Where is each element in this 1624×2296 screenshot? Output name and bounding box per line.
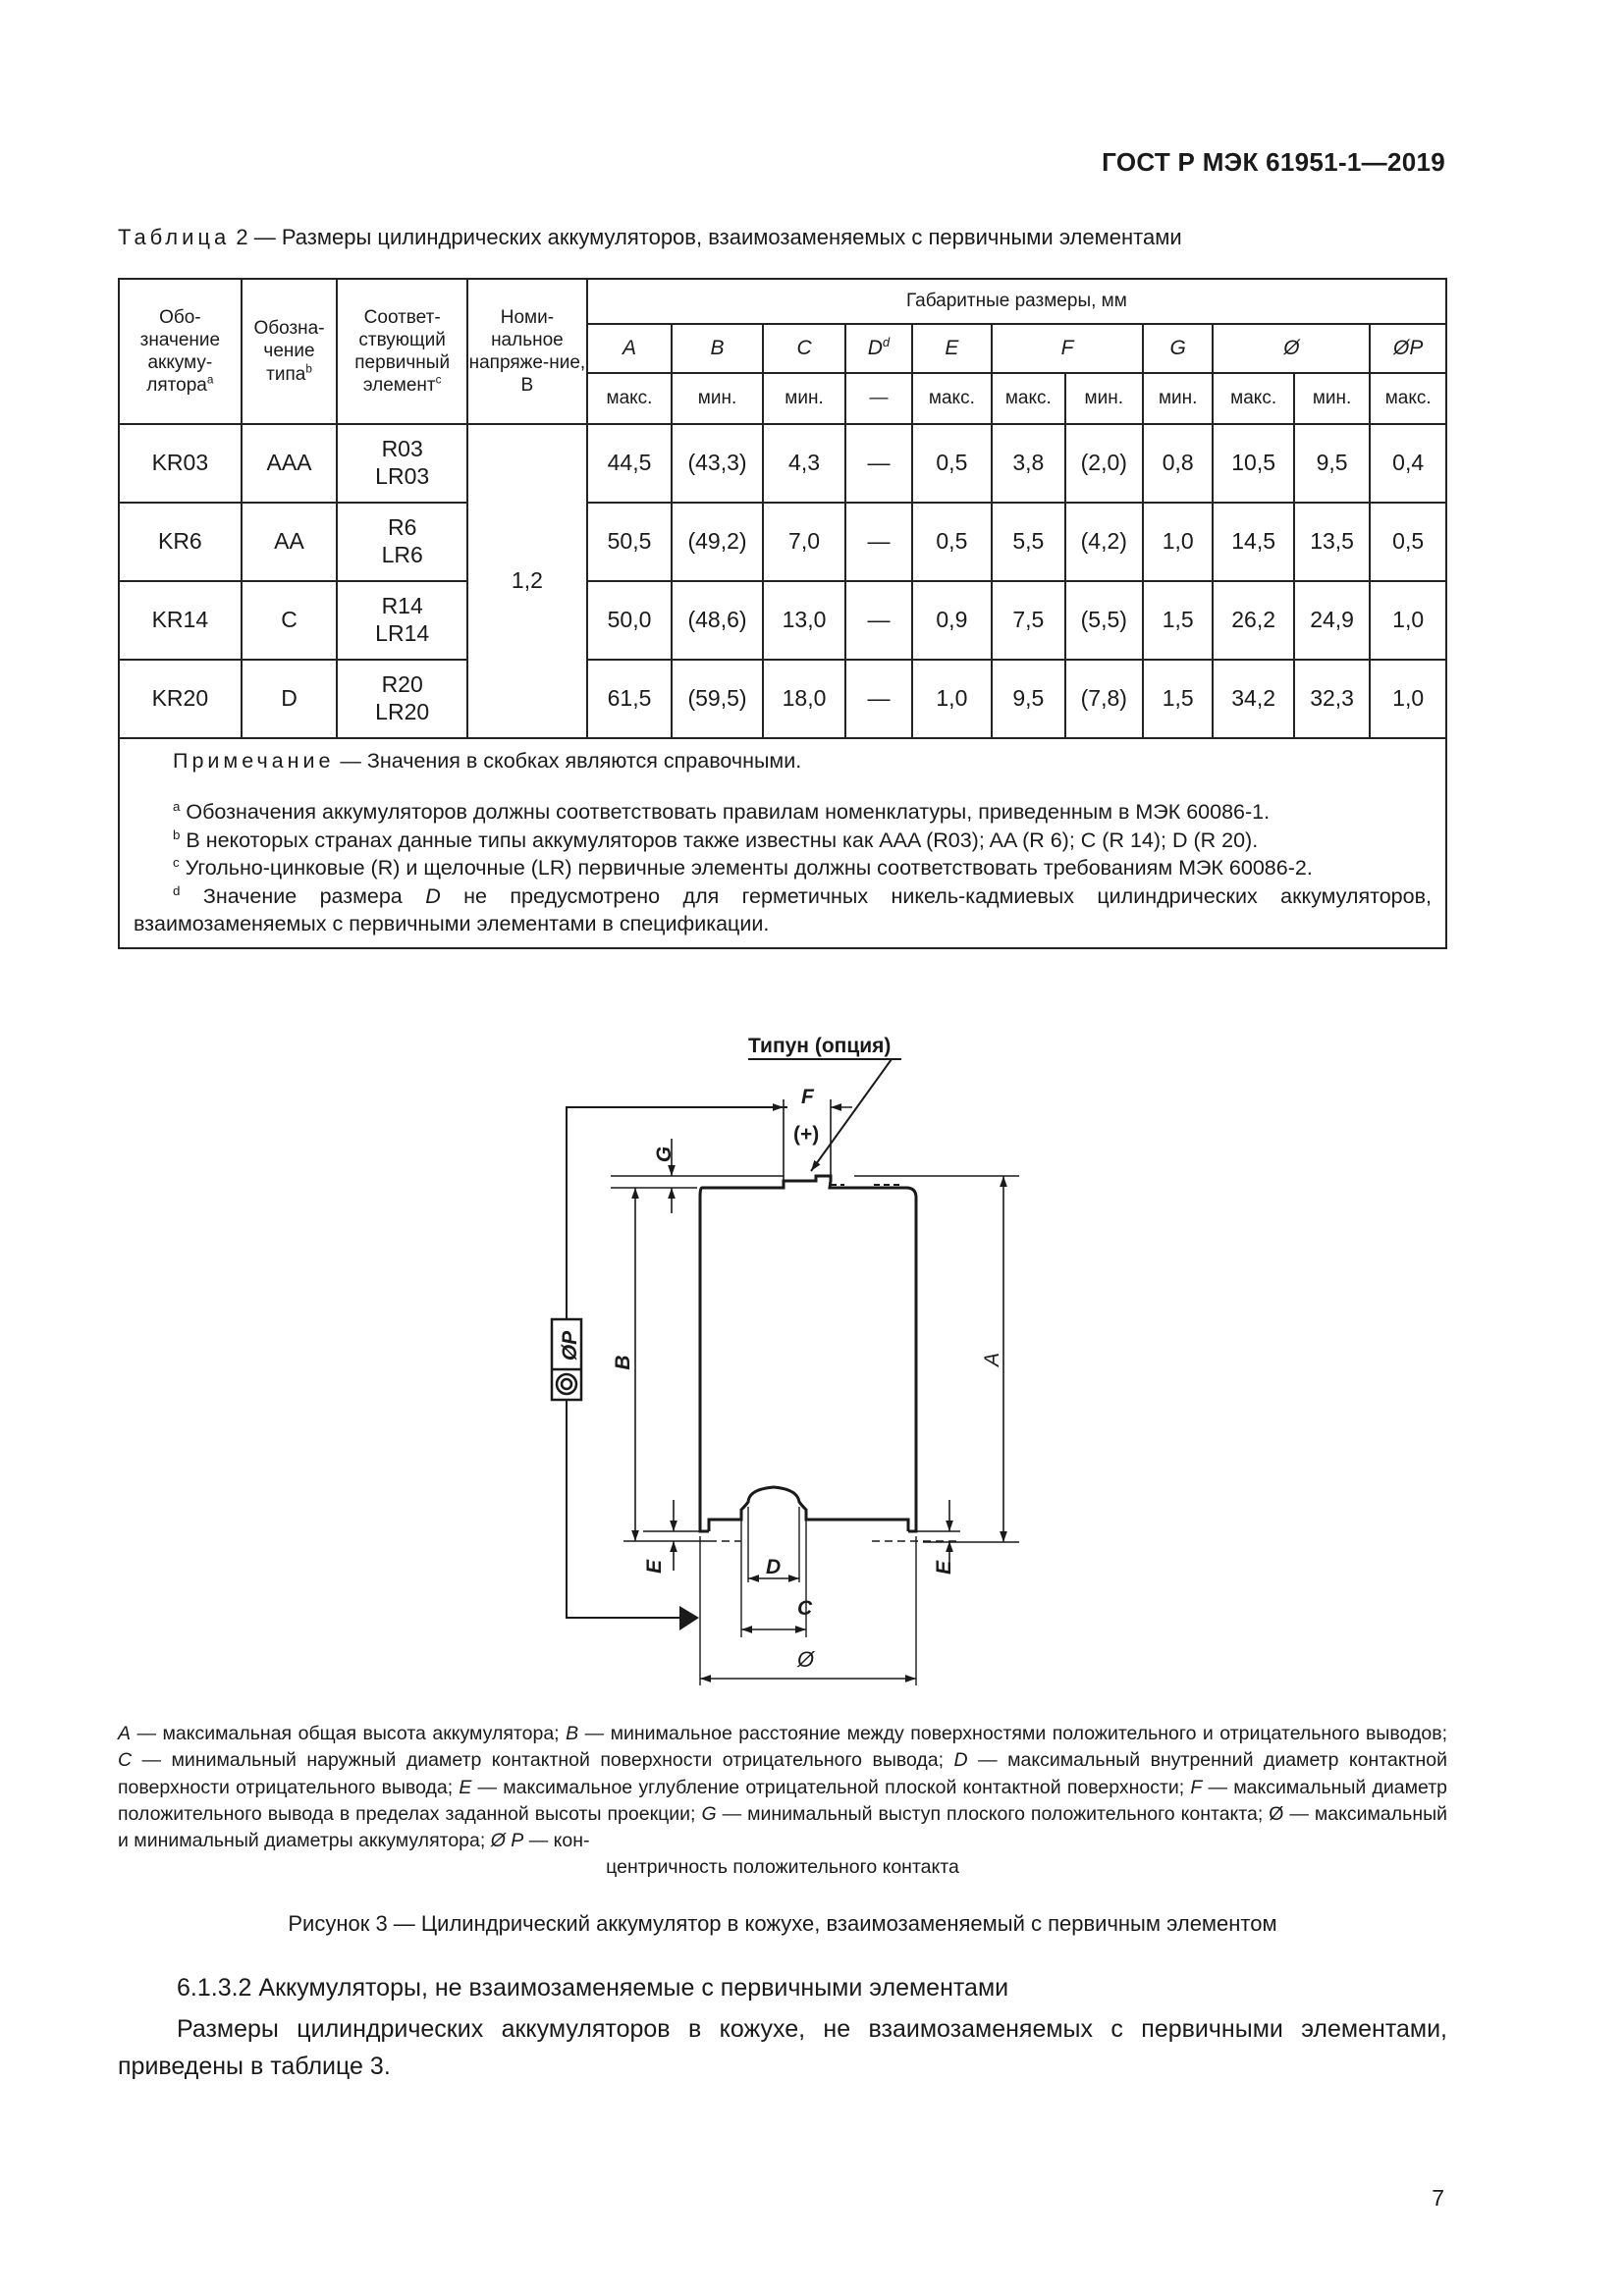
header-voltage: Номи-нальное напряже-ние, В — [467, 279, 587, 424]
cell-value: 26,2 — [1213, 581, 1293, 660]
footnote-c: $^c$ Угольно-цинковые (R) и щелочные (LR) первичные элементы должны соответствовать требованиям МЭК 60086-2. — [173, 854, 1313, 881]
dim-a: A — [587, 324, 673, 373]
limit-cell: — — [845, 373, 911, 424]
footnote-a: $^a$ Обозначения аккумуляторов должны соответствовать правилам номенклатуры, приведенным в МЭК 60086-1. — [173, 799, 1271, 825]
cell-value: 24,9 — [1294, 581, 1370, 660]
cell-value: 0,5 — [1370, 503, 1446, 581]
dim-f: F — [992, 324, 1143, 373]
limit-cell: мин. — [1065, 373, 1143, 424]
label-diameter: Ø — [797, 1647, 815, 1672]
label-c: C — [797, 1597, 813, 1620]
dim-d: $D^d$ — [845, 324, 911, 373]
label-a: A — [981, 1352, 1003, 1367]
page-number: 7 — [1432, 2185, 1444, 2211]
label-d: D — [766, 1556, 782, 1578]
table-note: Примечание — Значения в скобках являются справочными. — [173, 749, 802, 773]
cell-value: 0,5 — [912, 424, 992, 503]
cell-primary: R03 LR03 — [337, 424, 467, 503]
footnote-b: $^b$ В некоторых странах данные типы аккумуляторов также известны как AAA (R03); AA (R 6); C (R 14); D (R 20). — [173, 827, 1259, 852]
cell-value: (7,8) — [1065, 660, 1143, 738]
cell-value: 1,0 — [1143, 503, 1213, 581]
standard-header: ГОСТ Р МЭК 61951-1—2019 — [1102, 147, 1445, 177]
cell-value: 0,8 — [1143, 424, 1213, 503]
cell-value: 0,4 — [1370, 424, 1446, 503]
cell-type: D — [242, 660, 338, 738]
cell-value: 34,2 — [1213, 660, 1293, 738]
cell-value: 14,5 — [1213, 503, 1293, 581]
cell-value: 1,5 — [1143, 660, 1213, 738]
cell-value: 61,5 — [587, 660, 673, 738]
dim-g: G — [1143, 324, 1213, 373]
cell-value: — — [845, 660, 911, 738]
figure-caption: Рисунок 3 — Цилиндрический аккумулятор в кожухе, взаимозаменяемый с первичным элементом — [288, 1911, 1277, 1936]
cell-type: C — [242, 581, 338, 660]
cell-value: 3,8 — [992, 424, 1064, 503]
section-paragraph: Размеры цилиндрических аккумуляторов в кожухе, не взаимозаменяемых с первичными элементами, приведены в таблице 3. — [118, 2015, 1447, 2080]
label-b: B — [612, 1355, 634, 1370]
cell-value: 10,5 — [1213, 424, 1293, 503]
header-type: Обозна-чение типа$^b$ — [242, 279, 338, 424]
label-e-right: E — [933, 1560, 955, 1575]
cell-value: 0,5 — [912, 503, 992, 581]
callout-label: Типун (опция) — [748, 1035, 892, 1057]
label-f: F — [801, 1086, 814, 1108]
dim-e: E — [912, 324, 992, 373]
dim-op: ØP — [1370, 324, 1446, 373]
figure-legend: A — максимальная общая высота аккумулятора; B — минимальное расстояние между поверхностями положительного и отрицательного выводов; C — минимальный наружный диаметр контактной поверхности отрицательного вывода; D — максимальный внутренний диаметр контактной поверхности отрицательного вывода; E — максимальное углубление отрицательной плоской контактной поверхности; F — максимальный диаметр положительного вывода в пределах заданной высоты проекции; G — минимальный выступ плоского положительного контакта; Ø — максимальный и минимальный диаметры аккумулятора; Ø P — кон- центричность положительного контакта — [118, 1723, 1448, 1879]
limit-cell: мин. — [672, 373, 763, 424]
cell-type: AAA — [242, 424, 338, 503]
limit-cell: мин. — [763, 373, 845, 424]
cell-value: — — [845, 581, 911, 660]
cell-value: (43,3) — [672, 424, 763, 503]
cell-value: 1,0 — [1370, 660, 1446, 738]
cell-type: AA — [242, 503, 338, 581]
table-caption-text: 2 — Размеры цилиндрических аккумуляторов, взаимозаменяемых с первичными элементами — [230, 225, 1182, 249]
cell-value: (4,2) — [1065, 503, 1143, 581]
cell-value: — — [845, 503, 911, 581]
dim-b: B — [672, 324, 763, 373]
header-overall: Габаритные размеры, мм — [587, 279, 1446, 324]
cell-value: 13,5 — [1294, 503, 1370, 581]
cell-value: (5,5) — [1065, 581, 1143, 660]
cell-value: 13,0 — [763, 581, 845, 660]
limit-cell: макс. — [1213, 373, 1293, 424]
cell-value: 9,5 — [1294, 424, 1370, 503]
limit-cell: макс. — [912, 373, 992, 424]
table-caption-word: Таблица — [118, 225, 231, 249]
cell-value: 1,5 — [1143, 581, 1213, 660]
cell-value: 44,5 — [587, 424, 673, 503]
header-primary: Соответ-ствующий первичный элемент$^c$ — [337, 279, 467, 424]
label-plus: (+) — [793, 1123, 820, 1146]
cell-value: 1,0 — [1370, 581, 1446, 660]
cell-value: 4,3 — [763, 424, 845, 503]
cell-primary: R6 LR6 — [337, 503, 467, 581]
label-e-left: E — [643, 1559, 666, 1575]
cell-value: 50,5 — [587, 503, 673, 581]
limit-cell: мин. — [1143, 373, 1213, 424]
cell-value: 7,5 — [992, 581, 1064, 660]
cell-designation: KR20 — [119, 660, 242, 738]
header-designation: Обо-значение аккуму-лятора$^a$ — [119, 279, 242, 424]
cell-value: 18,0 — [763, 660, 845, 738]
label-op: ØP — [559, 1330, 581, 1362]
limit-cell: макс. — [1370, 373, 1446, 424]
cell-value: 0,9 — [912, 581, 992, 660]
battery-outline — [702, 1176, 916, 1531]
cell-designation: KR03 — [119, 424, 242, 503]
cell-value: (48,6) — [672, 581, 763, 660]
limit-cell: макс. — [587, 373, 673, 424]
cell-designation: KR6 — [119, 503, 242, 581]
cell-value: 7,0 — [763, 503, 845, 581]
limit-cell: макс. — [992, 373, 1064, 424]
dim-c: C — [763, 324, 845, 373]
cell-value: 5,5 — [992, 503, 1064, 581]
section-heading: 6.1.3.2 Аккумуляторы, не взаимозаменяемые с первичными элементами — [177, 1974, 1009, 2002]
cell-value: 50,0 — [587, 581, 673, 660]
cell-value: 1,0 — [912, 660, 992, 738]
footnote-d: $^d$ Значение размера D не предусмотрено для герметичных никель-кадмиевых цилиндрических аккумуляторов, взаимозаменяемых с первичными элементами в спецификации. — [134, 882, 1432, 935]
limit-cell: мин. — [1294, 373, 1370, 424]
cell-value: 9,5 — [992, 660, 1064, 738]
cell-value: — — [845, 424, 911, 503]
cell-primary: R14 LR14 — [337, 581, 467, 660]
cell-value: (49,2) — [672, 503, 763, 581]
cell-primary: R20 LR20 — [337, 660, 467, 738]
label-g: G — [653, 1146, 676, 1163]
cell-value: 32,3 — [1294, 660, 1370, 738]
cell-designation: KR14 — [119, 581, 242, 660]
cell-value: (2,0) — [1065, 424, 1143, 503]
cell-voltage: 1,2 — [467, 424, 587, 738]
dim-diameter: Ø — [1213, 324, 1370, 373]
cell-value: (59,5) — [672, 660, 763, 738]
